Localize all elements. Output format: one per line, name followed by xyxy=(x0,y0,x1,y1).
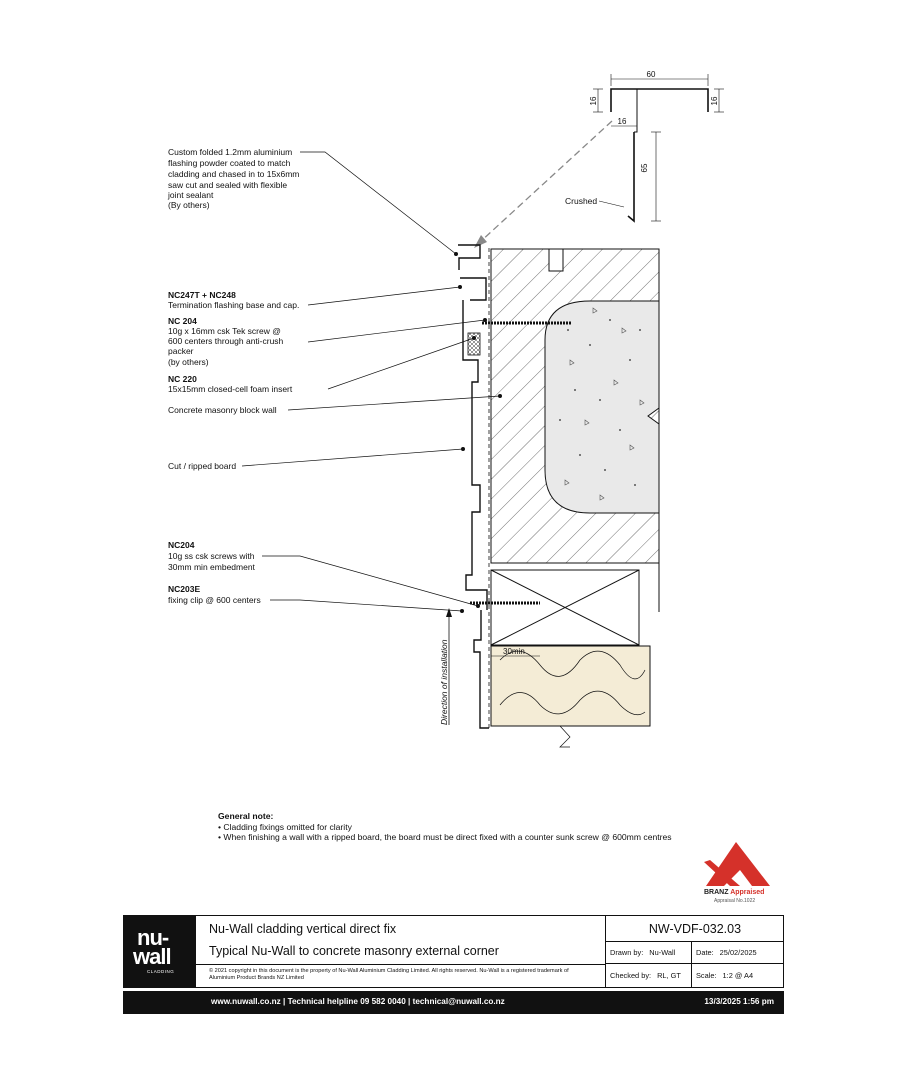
copyright-text: © 2021 copyright in this document is the property of Nu-Wall Aluminium Cladding Limited. All rights reserved. Nu-Wall is a registered trademark of Aluminium Product Brands NZ Limited xyxy=(196,964,606,987)
nc204b-title: NC204 xyxy=(168,540,195,550)
ripped-leader xyxy=(242,449,463,466)
drawing-title: Nu-Wall cladding vertical direct fix xyxy=(209,922,397,936)
title-block-main xyxy=(195,916,606,987)
footer-contact: www.nuwall.co.nz | Technical helpline 09 582 0040 | technical@nuwall.co.nz xyxy=(211,997,505,1006)
nc247-text: Termination flashing base and cap. xyxy=(168,300,300,310)
flashing-note-l4: saw cut and sealed with flexible xyxy=(168,180,288,190)
logo-line-1: nu- xyxy=(137,925,169,950)
masonry-label: Concrete masonry block wall xyxy=(168,405,277,415)
nc204-text xyxy=(168,326,286,367)
logo-line-2: wall xyxy=(133,944,171,969)
footer-timestamp: 13/3/2025 1:56 pm xyxy=(704,997,774,1006)
dim-inner-width: 16 xyxy=(617,117,627,126)
date-value: 25/02/2025 xyxy=(719,948,757,957)
general-notes xyxy=(218,811,672,843)
drawn-by-cell xyxy=(606,942,692,964)
flashing-note xyxy=(167,147,302,210)
flashing-leader xyxy=(300,152,456,254)
crushed-leader xyxy=(599,201,624,207)
nc204-text-l4: (by others) xyxy=(168,357,209,367)
crushed-label: Crushed xyxy=(565,196,598,206)
nc204b-text xyxy=(168,551,257,572)
drawn-by-label: Drawn by: xyxy=(610,948,644,957)
detail-arrow xyxy=(480,121,612,242)
flashing-note-l3: cladding and chased in to 15x6mm xyxy=(168,169,300,179)
scale-label: Scale: xyxy=(696,971,717,980)
notes-title: General note: xyxy=(218,811,274,821)
nc204b-text-l1: 10g ss csk screws with xyxy=(168,551,255,561)
notes-item-1: • Cladding fixings omitted for clarity xyxy=(218,821,352,832)
branz-brand: BRANZ xyxy=(704,889,729,896)
ripped-label: Cut / ripped board xyxy=(168,461,237,471)
checked-by-cell xyxy=(606,964,692,987)
profile-dimensions xyxy=(593,74,724,221)
scale-value: 1:2 @ A4 xyxy=(722,971,754,980)
dim-lip-right: 16 xyxy=(710,96,719,106)
checked-by-label: Checked by: xyxy=(610,971,652,980)
dim-top-width: 60 xyxy=(646,70,656,79)
nc220-title: NC 220 xyxy=(168,374,197,384)
title-block-meta xyxy=(605,916,784,987)
flashing-note-l2: flashing powder coated to match xyxy=(168,158,291,168)
embed-dim-text: 30min xyxy=(503,647,525,656)
notes-item-2: • When finishing a wall with a ripped board, the board must be direct fixed with a counter sunk screw @ 600mm centres xyxy=(218,832,672,842)
flashing-note-l5: joint sealant xyxy=(168,190,214,200)
nc203-text: fixing clip @ 600 centers xyxy=(168,595,261,605)
title-block xyxy=(123,915,784,988)
scale-cell xyxy=(692,964,784,987)
date-label: Date: xyxy=(696,948,714,957)
flashing-profile-detail xyxy=(611,89,708,221)
masonry-block xyxy=(491,249,659,563)
branz-status: Appraised xyxy=(730,889,765,896)
nc203-leader xyxy=(270,600,462,611)
nc204-title: NC 204 xyxy=(168,316,197,326)
dim-lip-left: 16 xyxy=(589,96,598,106)
nc220-text: 15x15mm closed-cell foam insert xyxy=(168,384,293,394)
nc204-text-l3: packer xyxy=(168,346,194,356)
nc247-title: NC247T + NC248 xyxy=(168,290,236,300)
date-cell xyxy=(692,942,784,964)
direction-label: Direction of installation xyxy=(439,639,449,725)
nc204b-text-l2: 30mm min embedment xyxy=(168,562,255,572)
branz-sub: Appraisal No.1022 xyxy=(714,898,756,904)
nc204-text-l2: 600 centers through anti-crush xyxy=(168,336,284,346)
nc204-leader xyxy=(308,320,485,342)
branz-logo-icon xyxy=(700,840,775,906)
direction-arrowhead xyxy=(446,608,452,617)
drawing-subtitle: Typical Nu-Wall to concrete masonry external corner xyxy=(209,944,499,958)
checked-by-value: RL, GT xyxy=(657,971,681,980)
flashing-note-l6: (By others) xyxy=(168,200,210,210)
cladding-profile xyxy=(458,245,489,728)
insulation xyxy=(491,646,650,747)
nc247-leader xyxy=(308,287,460,305)
nc204b-leader xyxy=(262,556,478,606)
footer-bar xyxy=(123,991,784,1014)
masonry-leader xyxy=(288,396,500,410)
flashing-note-l1: Custom folded 1.2mm aluminium xyxy=(168,147,293,157)
nc220-leader xyxy=(328,338,474,389)
logo-line-3: CLADDING xyxy=(147,969,175,974)
dim-height: 65 xyxy=(640,163,649,173)
drawing-code: NW-VDF-032.03 xyxy=(606,916,784,942)
nuwall-logo xyxy=(124,916,195,987)
branz-label xyxy=(704,889,764,896)
drawn-by-value: Nu-Wall xyxy=(649,948,676,957)
nc203-title: NC203E xyxy=(168,584,201,594)
nc204-text-l1: 10g x 16mm csk Tek screw @ xyxy=(168,326,281,336)
